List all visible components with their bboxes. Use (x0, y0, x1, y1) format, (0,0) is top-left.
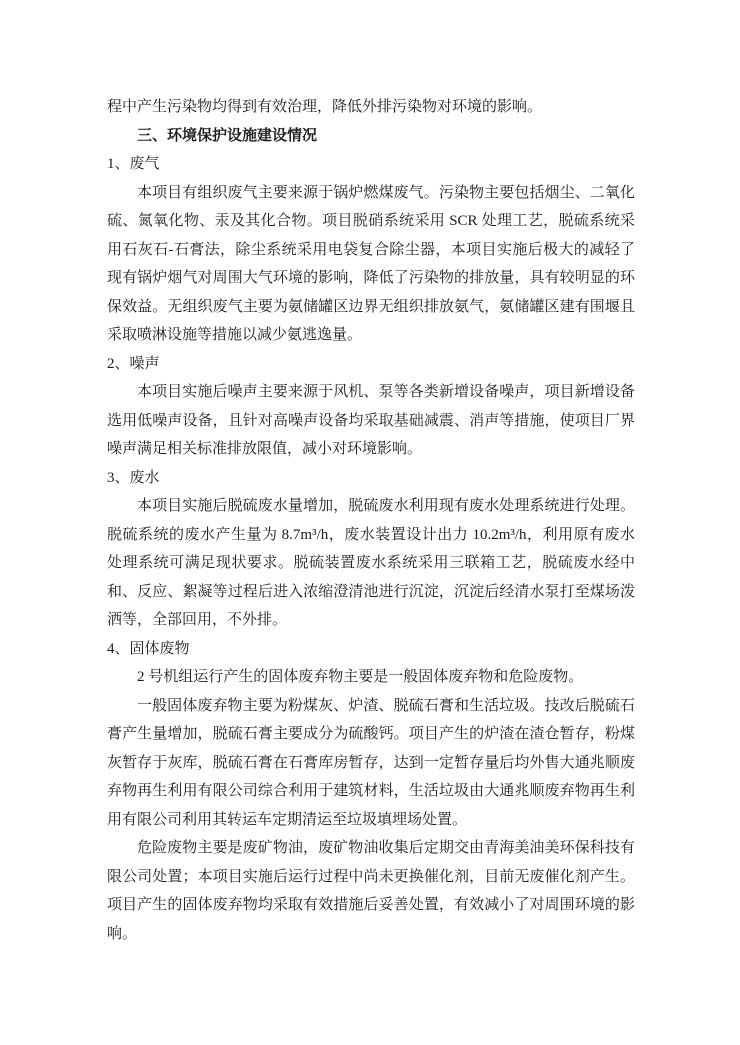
section-heading: 三、环境保护设施建设情况 (137, 126, 318, 144)
paragraph-solid-waste-overview: 2 号机组运行产生的固体废弃物主要是一般固体废弃物和危险废物。 (137, 669, 584, 685)
subsection-label-wastewater: 3、废水 (107, 469, 160, 486)
subsection-label-solid-waste: 4、固体废物 (107, 640, 190, 657)
paragraph-wastewater: 本项目实施后脱硫废水量增加，脱硫废水利用现有废水处理系统进行处理。脱硫系统的废水产生量为 8.7m³/h，废水装置设计出力 10.2m³/h，利用原有废水处理系统可满足现状要求。脱硫装置废水系统采用三联箱工艺，脱硫废水经中和、反应、絮凝等过程后进入浓缩澄清池进行沉淀，沉淀后经清水泵打至煤场泼洒等，全部回用，不外排。 (107, 498, 635, 628)
paragraph-waste-gas: 本项目有组织废气主要来源于锅炉燃煤废气。污染物主要包括烟尘、二氧化硫、氮氧化物、汞及其化合物。项目脱硝系统采用 SCR 处理工艺，脱硫系统采用石灰石-石膏法，除尘系统采用电袋复合除尘器，本项目实施后极大的减轻了现有锅炉烟气对周围大气环境的影响，降低了污染物的排放量，具有较明显的环保效益。无组织废气主要为氨储罐区边界无组织排放氨气，氨储罐区建有围堰且采取喷淋设施等措施以减少氨逃逸量。 (107, 184, 635, 343)
paragraph-noise: 本项目实施后噪声主要来源于风机、泵等各类新增设备噪声，项目新增设备选用低噪声设备，且针对高噪声设备均采取基础减震、消声等措施，使项目厂界噪声满足相关标准排放限值，减小对环境影响。 (107, 384, 635, 457)
paragraph-hazardous-waste: 危险废物主要是废矿物油，废矿物油收集后定期交由青海美油美环保科技有限公司处置；本项目实施后运行过程中尚未更换催化剂，目前无废催化剂产生。项目产生的固体废弃物均采取有效措施后妥善处置，有效减小了对周围环境的影响。 (107, 840, 635, 942)
paragraph-continuation: 程中产生污染物均得到有效治理，降低外排污染物对环境的影响。 (107, 99, 543, 115)
subsection-label-waste-gas: 1、废气 (107, 156, 160, 172)
subsection-label-noise: 2、噪声 (107, 355, 160, 372)
paragraph-general-solid-waste: 一般固体废弃物主要为粉煤灰、炉渣、脱硫石膏和生活垃圾。技改后脱硫石膏产生量增加，脱硫石膏主要成分为硫酸钙。项目产生的炉渣在渣仓暂存，粉煤灰暂存于灰库，脱硫石膏在石膏库房暂存，达到一定暂存量后均外售大通兆顺废弃物再生利用有限公司综合利用于建筑材料，生活垃圾由大通兆顺废弃物再生利用有限公司利用其转运车定期清运至垃圾填埋场处置。 (107, 697, 635, 828)
